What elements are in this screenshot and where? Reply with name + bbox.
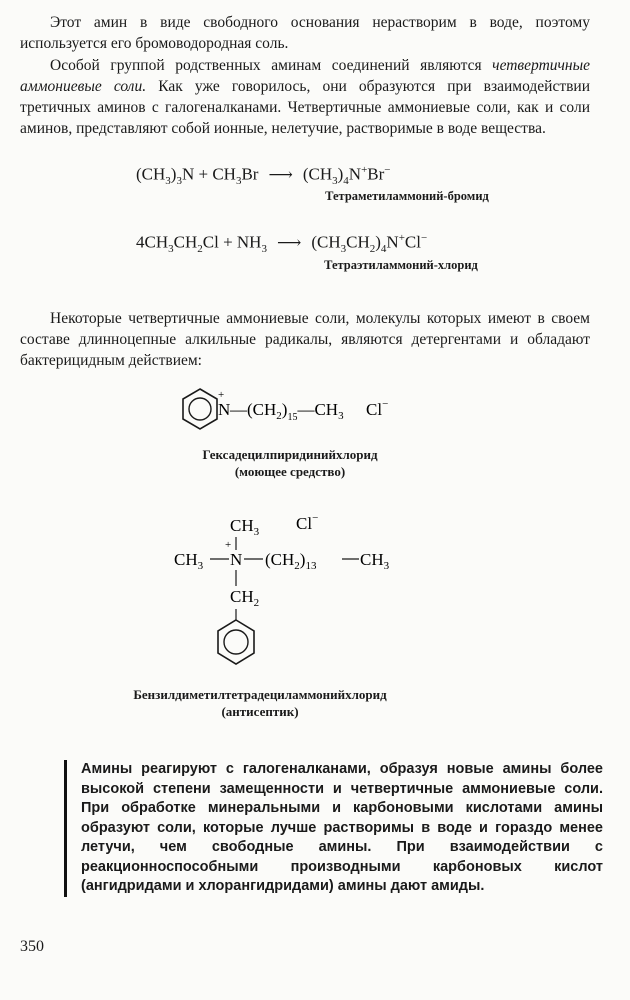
top-methyl-group: $CH_3$: [230, 516, 260, 538]
reaction-2-equation: $4CH_3CH_2Cl + NH_3$ ⟶ $(CH_3CH_2)_4N^+Cl^-$: [136, 232, 428, 256]
reaction-arrow-icon: ⟶: [276, 232, 302, 252]
aromatic-circle-icon: [189, 398, 211, 420]
paragraph-intro-text: Этот амин в виде свободного основания нерастворим в воде, поэтому используется его бромоводородная соль.: [20, 14, 590, 52]
chain-terminal-methyl: $CH_3$: [360, 550, 390, 572]
left-methyl-group: $CH_3$: [174, 550, 204, 572]
paragraph-detergents-text: Некоторые четвертичные аммониевые соли, молекулы которых имеют в своем составе длинноцепные алкильные радикалы, являются детергентами и обладают бактерицидным действием:: [20, 310, 590, 369]
reaction-1-product-name: Тетраметиламмоний-бромид: [325, 189, 489, 203]
structure-2-counter-ion: Cl−: [296, 512, 319, 533]
ammonium-nitrogen: N: [230, 550, 243, 569]
reaction-2-product-name: Тетраэтиламмоний-хлорид: [324, 258, 478, 272]
pyridinium-nitrogen: N: [218, 400, 231, 419]
paragraph-quaternary-salts: [20, 55, 590, 139]
reaction-1-equation: $(CH_3)_3N + CH_3Br$ ⟶ $(CH_3)_4N^+Br^-$: [136, 164, 391, 188]
reaction-arrow-icon: ⟶: [268, 164, 293, 184]
structure-2-caption: [110, 686, 410, 720]
benzyl-methylene: $CH_2$: [230, 587, 260, 609]
pyridinium-charge: +: [218, 389, 225, 401]
hexadecylpyridinium-structure: [160, 378, 420, 440]
ammonium-charge: +: [225, 539, 232, 551]
structure-2-name: Бензилдиметилтетрадециламмонийхлорид: [133, 687, 387, 702]
term-quaternary-ammonium-salts: четвертичные аммониевые соли.: [20, 57, 590, 95]
paragraph-quaternary-after: Как уже говорилось, они образуются при взаимодействии третичных аминов с галогеналканами. Четвертичные аммониевые соли, как и соли аминов, представляют собой ионные, нелетучие, растворимые в воде вещества.: [20, 78, 591, 137]
chloride-counter-ion: Cl−: [366, 398, 389, 419]
summary-block: Амины реагируют с галогеналканами, образуя новые амины более высокой степени замещенности и четвертичные аммониевые соли. При обработке минеральными и карбоновыми кислотами амины образуют соли, которые лучше растворимы в воде и гораздо менее летучи, чем свободные амины. При взаимодействии с реакционноспособными производными карбоновых кислот (ангидридами и хлорангидридами) амины дают амиды.: [64, 760, 603, 897]
structure-1-use: (моющее средство): [234, 464, 346, 479]
paragraph-quaternary-before: Особой группой родственных аминам соединений являются: [50, 57, 493, 74]
benzyldimethyltetradecylammonium-structure: [160, 506, 420, 676]
structure-1-name: Гексадецилпиридинийхлорид: [202, 447, 378, 462]
tetradecyl-chain: $(CH_2)_{13}$: [265, 550, 317, 572]
page-number: 350: [20, 938, 44, 955]
structure-2-use: (антисептик): [221, 704, 299, 719]
hexadecyl-chain: $—(CH_2)_{15}—CH_3$: [230, 400, 344, 423]
pyridine-ring-icon: [183, 389, 217, 429]
paragraph-detergents: [20, 308, 590, 371]
paragraph-intro: [20, 12, 590, 54]
benzene-aromatic-circle-icon: [224, 630, 248, 654]
structure-1-caption: [140, 446, 440, 480]
